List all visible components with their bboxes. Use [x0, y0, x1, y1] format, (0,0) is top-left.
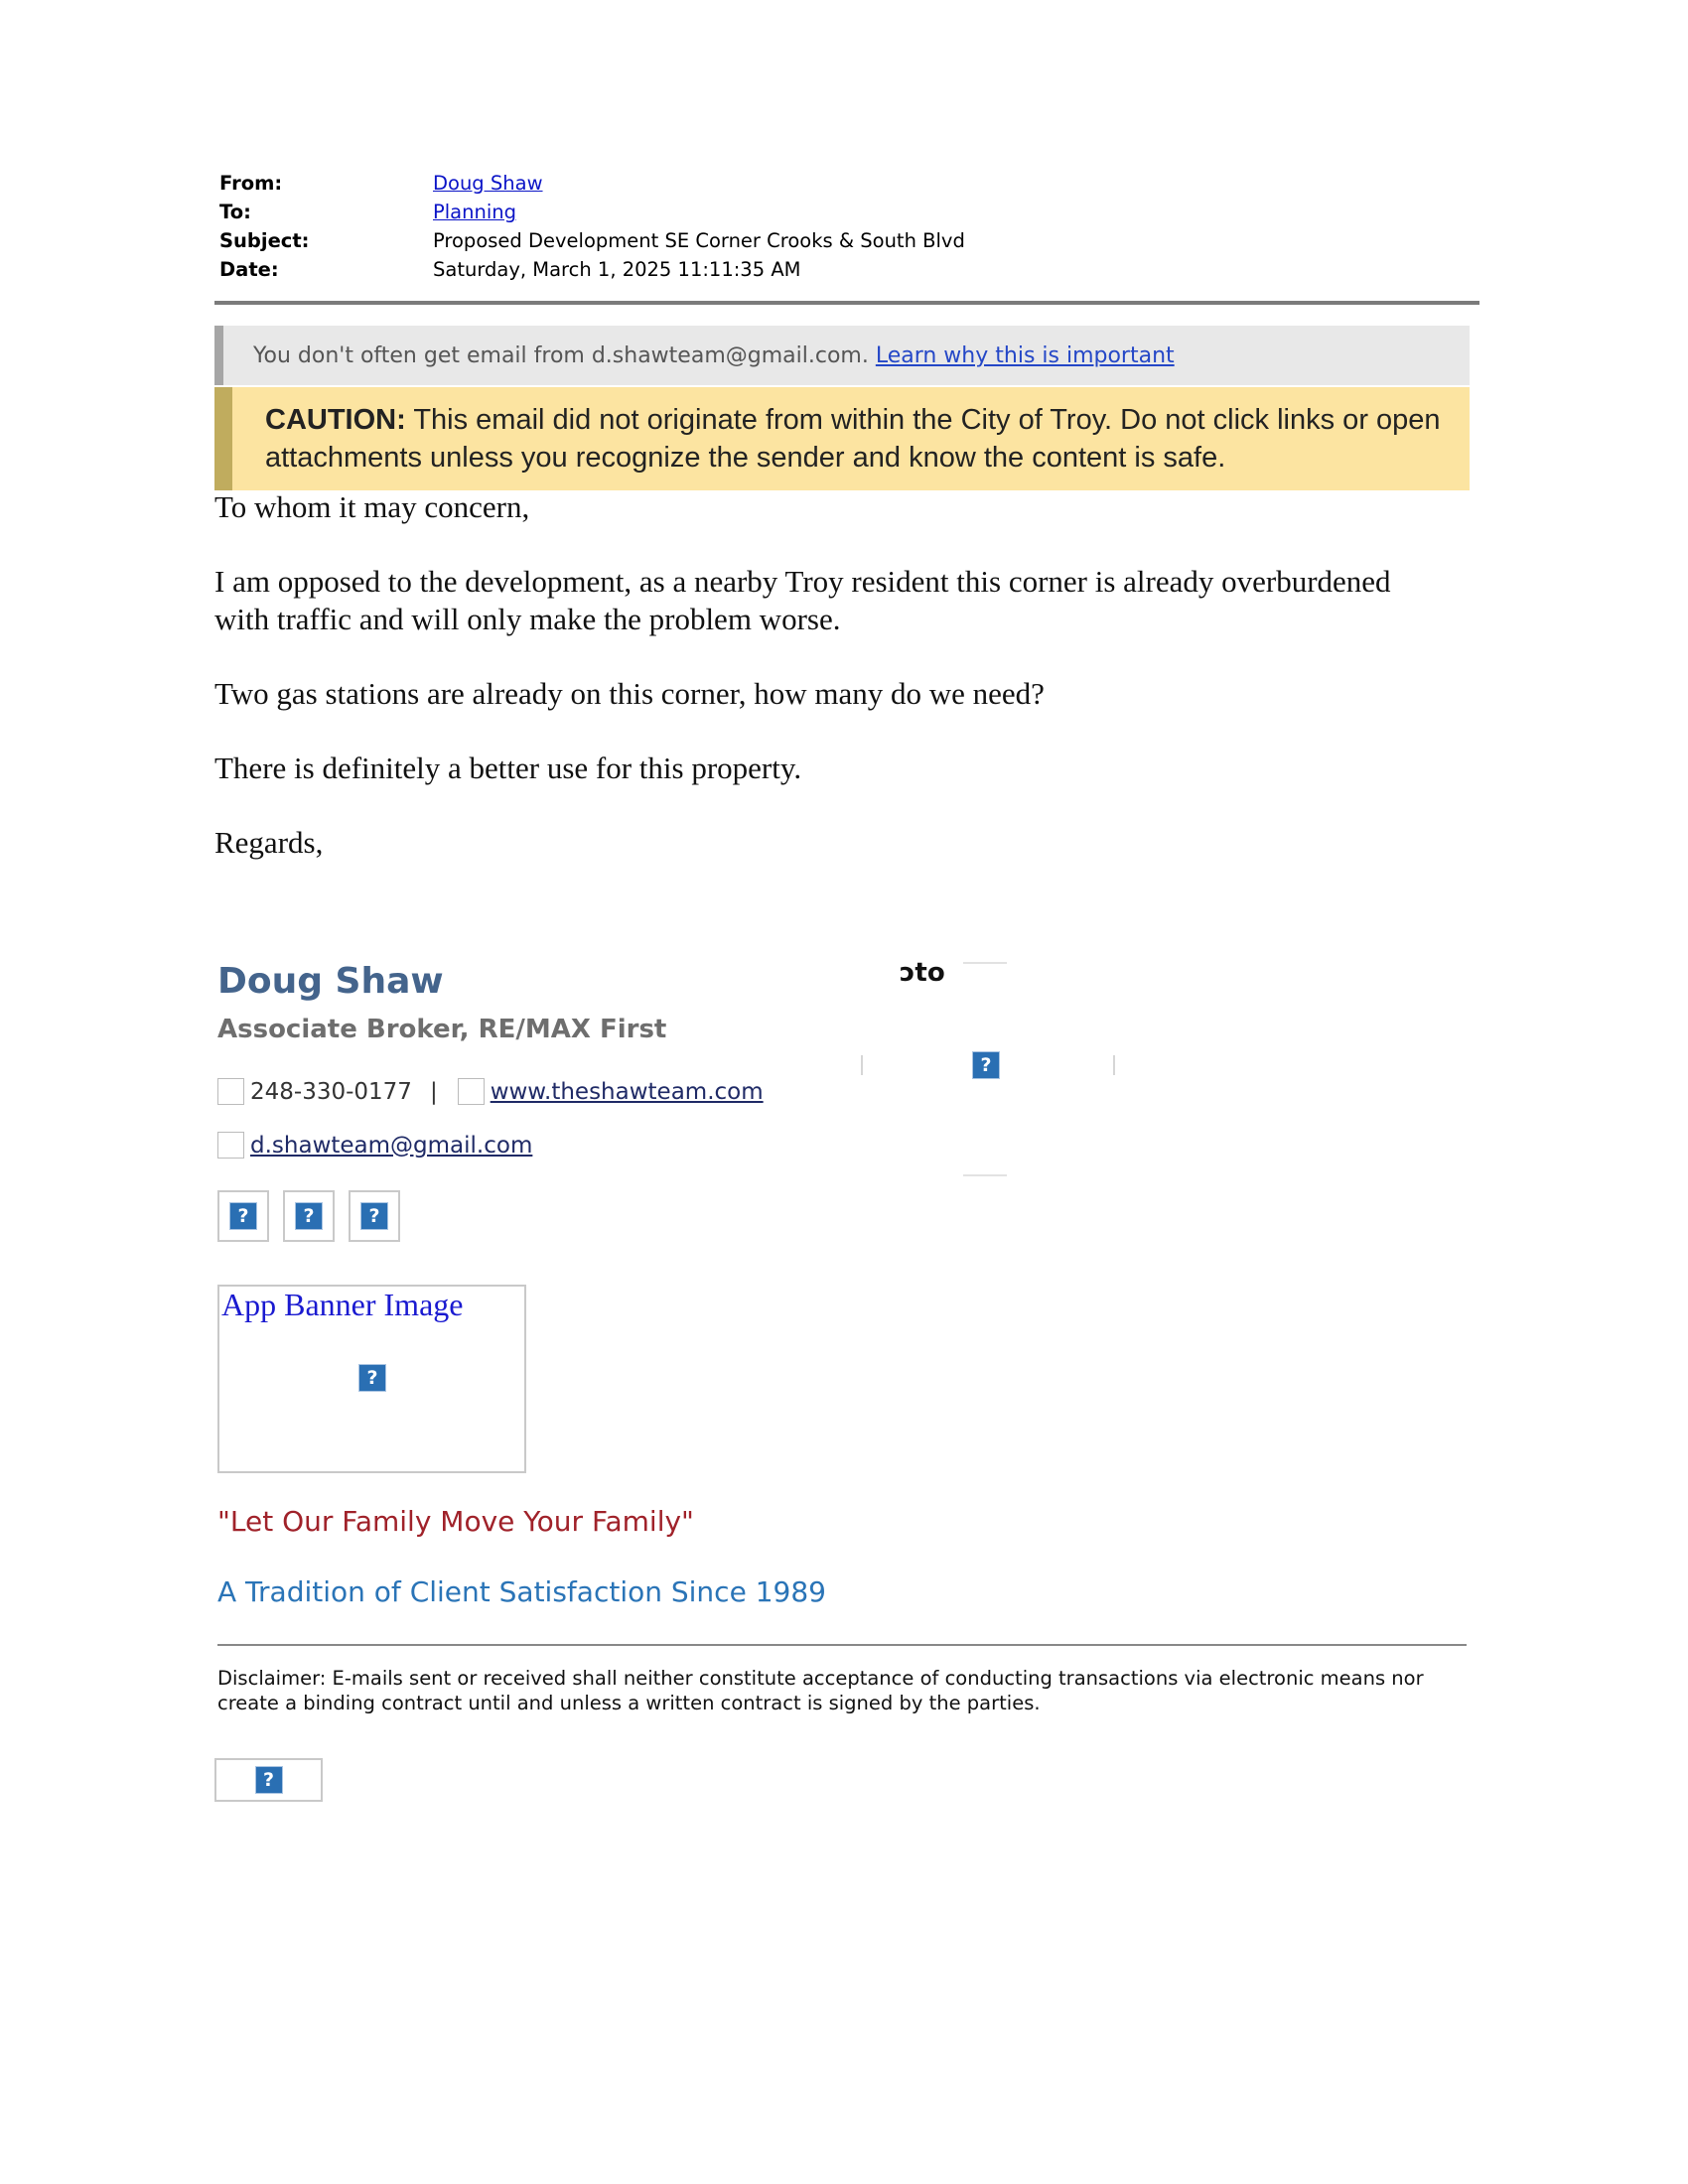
- app-banner-image[interactable]: [217, 1285, 526, 1473]
- to-row: [219, 198, 1480, 226]
- photo-alt-fragment: ɔto: [900, 958, 945, 988]
- subject-row: [219, 226, 1480, 255]
- email-body: [214, 488, 1406, 898]
- app-banner-alt-text: App Banner Image: [221, 1287, 464, 1322]
- broken-image-icon: ?: [229, 1202, 257, 1230]
- signature-name: Doug Shaw: [217, 961, 444, 1002]
- greeting: To whom it may concern,: [214, 489, 530, 524]
- separator: |: [429, 1078, 438, 1105]
- caution-label: CAUTION:: [265, 404, 406, 436]
- email-link[interactable]: d.shawteam@gmail.com: [250, 1132, 533, 1159]
- broken-image-icon: ?: [255, 1766, 283, 1794]
- subject-label: Subject:: [219, 229, 310, 252]
- closing: Regards,: [214, 825, 324, 860]
- header-divider: [214, 301, 1479, 305]
- broken-image-icon: ?: [972, 1051, 1000, 1079]
- broken-image-icon: ?: [358, 1364, 386, 1392]
- date-label: Date:: [219, 258, 279, 281]
- broken-image-icon: ?: [295, 1202, 323, 1230]
- agent-photo: [860, 958, 1116, 1178]
- external-sender-notice: [214, 326, 1470, 385]
- from-label: From:: [219, 172, 283, 195]
- globe-icon: [458, 1078, 485, 1105]
- from-link[interactable]: Doug Shaw: [433, 172, 543, 195]
- phone-number: 248-330-0177: [250, 1078, 412, 1105]
- body-paragraph-1: I am opposed to the development, as a nearby Troy resident this corner is already overburdened with traffic and will only make the problem worse.: [214, 564, 1391, 636]
- to-link[interactable]: Planning: [433, 201, 516, 223]
- to-label: To:: [219, 201, 251, 223]
- tagline: "Let Our Family Move Your Family": [217, 1505, 694, 1538]
- signature-email-line: [217, 1132, 532, 1159]
- broken-image-icon: ?: [360, 1202, 388, 1230]
- website-link[interactable]: www.theshawteam.com: [490, 1078, 764, 1105]
- external-notice-text: You don't often get email from d.shawteam@gmail.com.: [253, 343, 869, 368]
- learn-why-link[interactable]: Learn why this is important: [875, 343, 1175, 368]
- signature-contact-line: [217, 1078, 764, 1105]
- email-header: [219, 169, 1480, 284]
- signature-divider: [217, 1644, 1467, 1646]
- subject-value: Proposed Development SE Corner Crooks & South Blvd: [433, 229, 965, 252]
- signature-title: Associate Broker, RE/MAX First: [217, 1015, 667, 1044]
- date-value: Saturday, March 1, 2025 11:11:35 AM: [433, 258, 801, 281]
- tradition-line: A Tradition of Client Satisfaction Since 1989: [217, 1575, 826, 1608]
- social-link-1[interactable]: [217, 1190, 269, 1242]
- disclaimer: Disclaimer: E-mails sent or received shall neither constitute acceptance of conducting transactions via electronic means nor create a binding contract until and unless a written contract is signed by the parties.: [217, 1667, 1424, 1714]
- date-row: [219, 255, 1480, 284]
- social-link-3[interactable]: [349, 1190, 400, 1242]
- social-link-2[interactable]: [283, 1190, 335, 1242]
- mail-icon: [217, 1132, 244, 1159]
- caution-text: This email did not originate from within the City of Troy. Do not click links or open attachments unless you recognize the sender and know the content is safe.: [265, 404, 1441, 474]
- phone-icon: [217, 1078, 244, 1105]
- footer-logo-image: [214, 1758, 323, 1802]
- from-row: [219, 169, 1480, 198]
- body-paragraph-3: There is definitely a better use for this property.: [214, 751, 802, 785]
- body-paragraph-2: Two gas stations are already on this corner, how many do we need?: [214, 676, 1045, 711]
- caution-banner: [214, 387, 1470, 490]
